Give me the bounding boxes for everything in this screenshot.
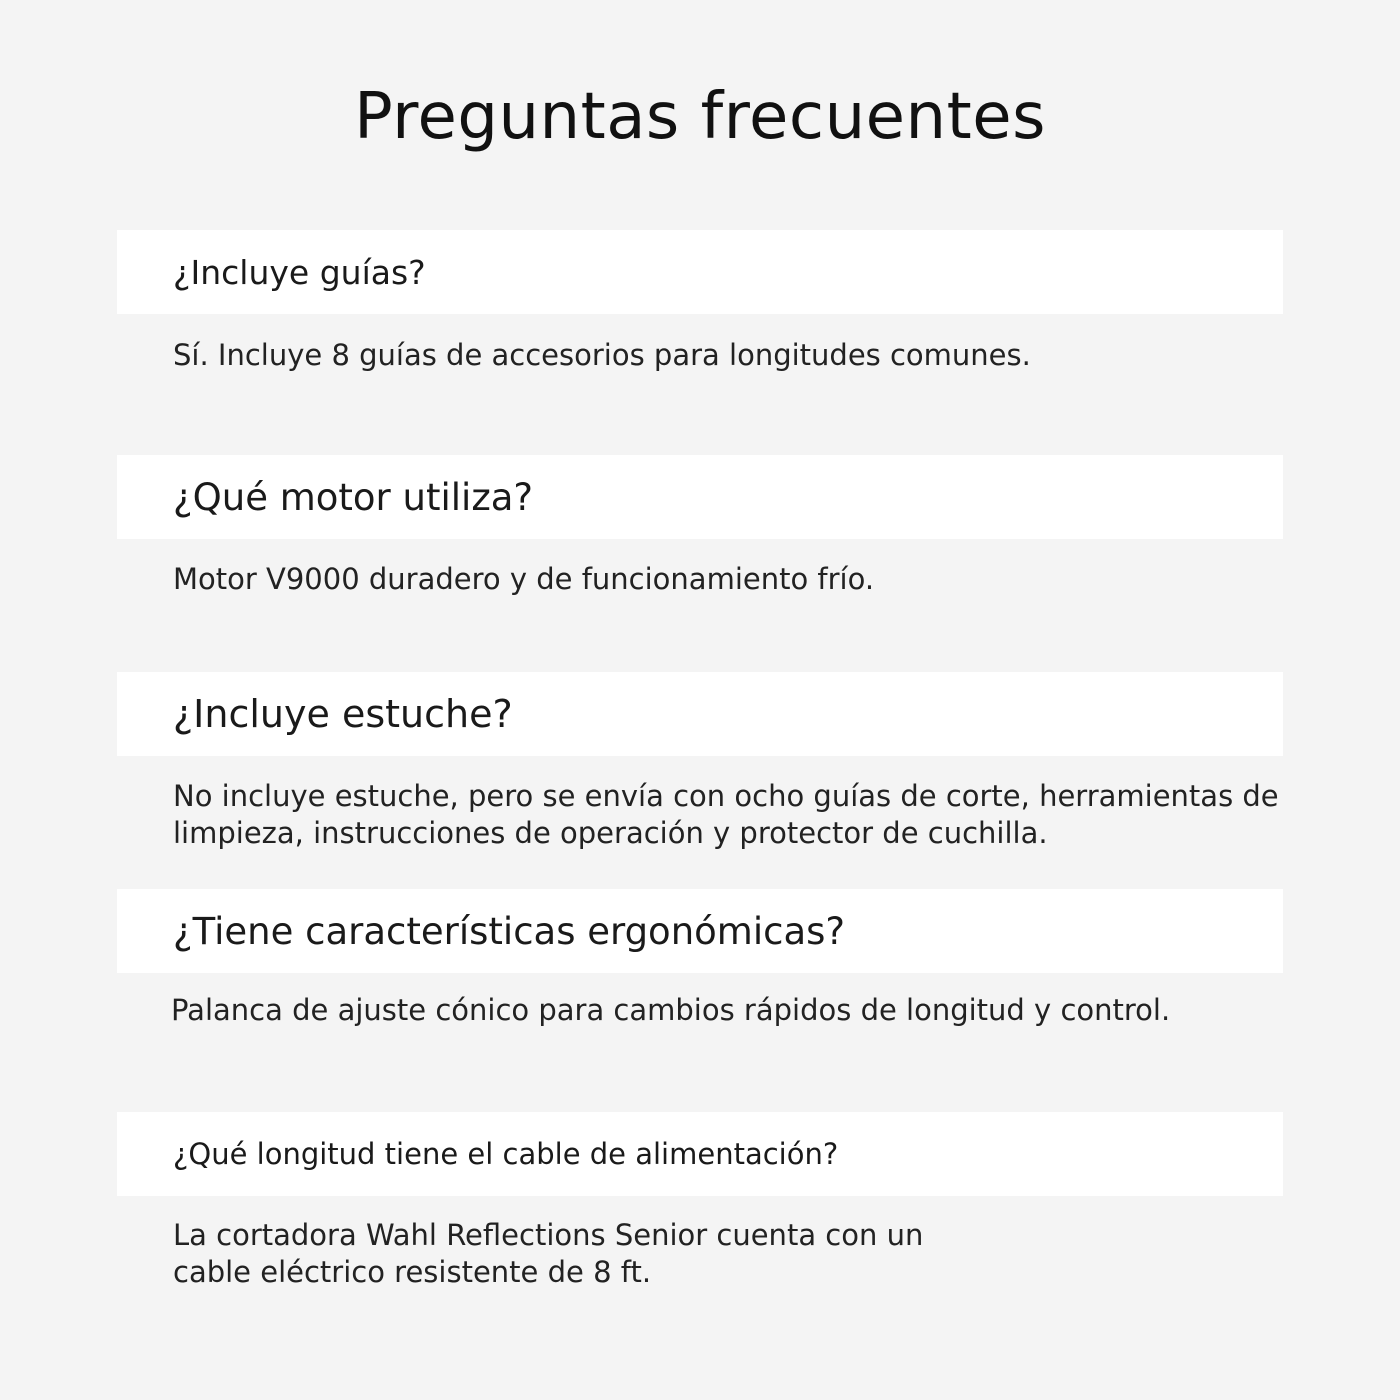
- faq-answer-motor: Motor V9000 duradero y de funcionamiento frío.: [173, 562, 875, 596]
- faq-answer-line: limpieza, instrucciones de operación y protector de cuchilla.: [173, 816, 1048, 850]
- faq-question-case[interactable]: [117, 672, 1283, 756]
- faq-question-text: ¿Tiene características ergonómicas?: [173, 909, 846, 953]
- faq-answer-ergonomics: Palanca de ajuste cónico para cambios rápidos de longitud y control.: [171, 993, 1171, 1027]
- faq-question-ergonomics[interactable]: [117, 889, 1283, 973]
- faq-question-text: ¿Qué motor utiliza?: [173, 475, 534, 519]
- faq-answer-case: [173, 778, 1279, 852]
- page-title: Preguntas frecuentes: [354, 80, 1046, 154]
- faq-answer-cable: [173, 1217, 923, 1291]
- faq-answer-line: La cortadora Wahl Reflections Senior cuenta con un: [173, 1218, 924, 1252]
- faq-question-text: ¿Qué longitud tiene el cable de alimentación?: [173, 1137, 839, 1171]
- faq-question-guides[interactable]: [117, 230, 1283, 314]
- faq-question-cable[interactable]: [117, 1112, 1283, 1196]
- faq-question-text: ¿Incluye guías?: [173, 252, 426, 292]
- faq-answer-line: No incluye estuche, pero se envía con ocho guías de corte, herramientas de: [173, 779, 1279, 813]
- faq-answer-guides: Sí. Incluye 8 guías de accesorios para longitudes comunes.: [173, 338, 1031, 372]
- faq-question-text: ¿Incluye estuche?: [173, 692, 513, 736]
- faq-answer-line: cable eléctrico resistente de 8 ft.: [173, 1255, 652, 1289]
- faq-question-motor[interactable]: [117, 455, 1283, 539]
